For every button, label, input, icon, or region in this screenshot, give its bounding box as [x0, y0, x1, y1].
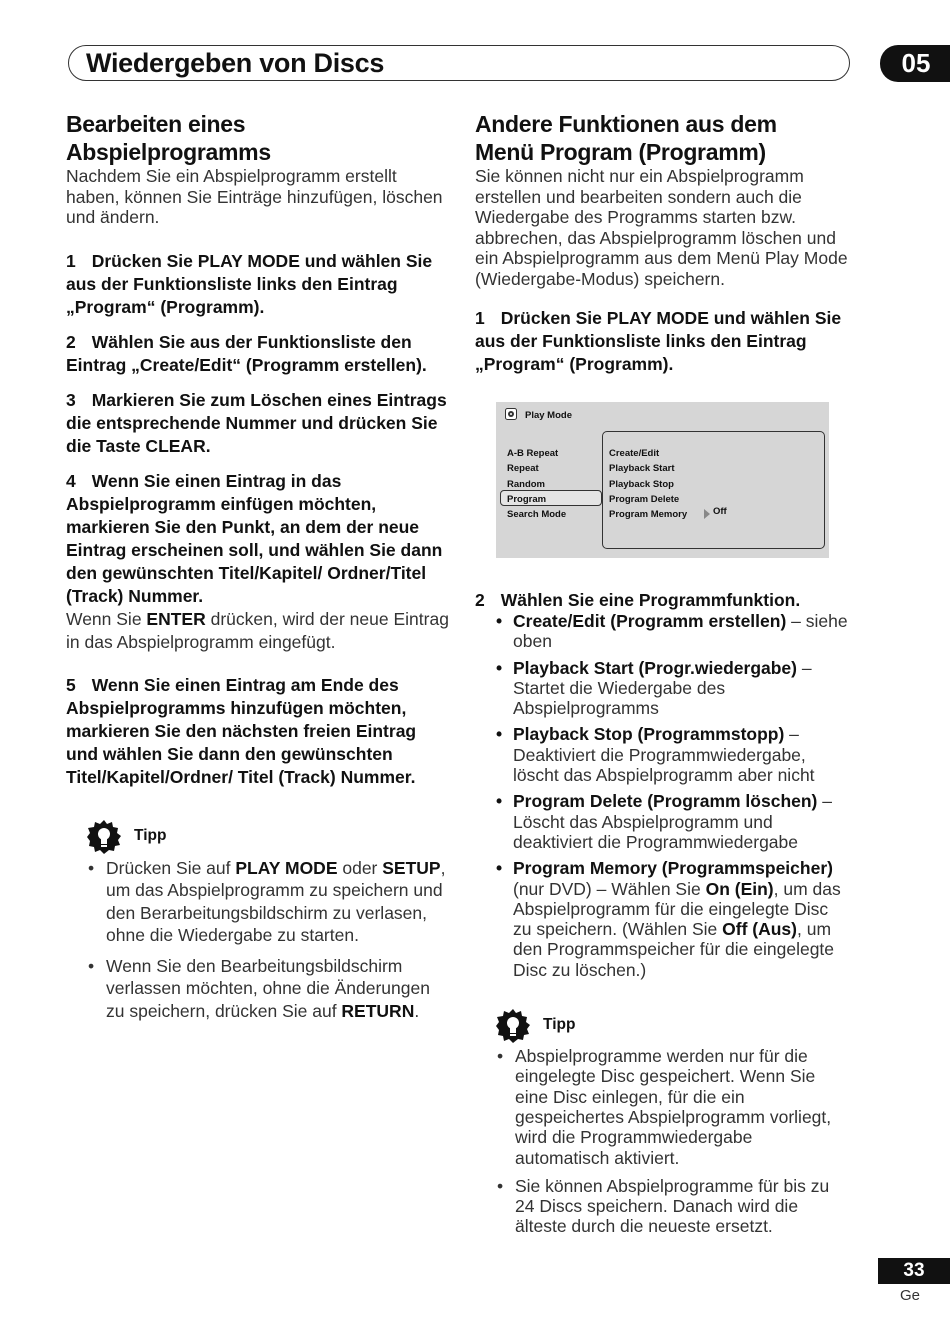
- section-heading-edit: Bearbeiten eines Abspielprogramms: [66, 111, 271, 165]
- osd-menu-item[interactable]: Search Mode: [507, 509, 567, 521]
- function-item: • Playback Stop (Programmstopp) – Deaktiviert die Programmwiedergabe, löscht das Abspielprogramm aber nicht: [495, 724, 850, 785]
- step-1: 1 Drücken Sie PLAY MODE und wählen Sie aus der Funktionsliste links den Eintrag „Program“ (Programm).: [66, 250, 433, 317]
- section-intro-other: Sie können nicht nur ein Abspielprogramm erstellen und bearbeiten sondern auch die Wiedergabe des Programms starten bzw. abbrechen, das Abspielprogramm löschen und ein Abspielprogramm aus dem Menü Play Mode (Wiedergabe-Modus) speichern.: [475, 166, 848, 289]
- tip-item: • Abspielprogramme werden nur für die eingelegte Disc gespeichert. Wenn Sie eine Disc einlegen, für die ein gespeichertes Abspielprogramm vorliegt, wird die Programmwiedergabe automatisch aktiviert.: [495, 1046, 850, 1168]
- right-step-2: 2 Wählen Sie eine Programmfunktion.: [475, 590, 801, 610]
- page-language: Ge: [899, 1287, 920, 1304]
- step-4-note: Wenn Sie ENTER drücken, wird der neue Eintrag in das Abspielprogramm eingefügt.: [66, 608, 449, 652]
- osd-memory-value[interactable]: Off: [713, 506, 727, 517]
- section-heading-other: Andere Funktionen aus dem Menü Program (Programm): [475, 111, 777, 165]
- osd-submenu-item[interactable]: Program Delete: [609, 493, 680, 505]
- osd-submenu-item[interactable]: Program Memory: [609, 509, 688, 521]
- osd-menu-item[interactable]: Repeat: [507, 463, 539, 475]
- page-title: Wiedergeben von Discs: [86, 48, 385, 78]
- lightbulb-icon: [495, 1008, 531, 1044]
- left-column: [66, 110, 451, 1030]
- play-mode-screen: [496, 402, 829, 558]
- arrow-right-icon: [704, 509, 710, 519]
- tip-box-right: [495, 1008, 850, 1046]
- osd-title: Play Mode: [525, 410, 572, 421]
- right-column: [475, 110, 850, 1245]
- function-item: • Create/Edit (Programm erstellen) – siehe oben: [495, 611, 850, 652]
- function-item: • Program Delete (Programm löschen) – Löscht das Abspielprogramm und deaktiviert die Programmwiedergabe: [495, 791, 850, 852]
- lightbulb-icon: [86, 819, 122, 855]
- step-2: 2 Wählen Sie aus der Funktionsliste den Eintrag „Create/Edit“ (Programm erstellen).: [66, 331, 427, 375]
- tip-item: • Drücken Sie auf PLAY MODE oder SETUP, um das Abspielprogramm zu speichern und den Berarbeitungsbildschirm zu verlasen, ohne die Wiedergabe zu starten.: [86, 857, 451, 947]
- osd-submenu-item[interactable]: Playback Start: [609, 463, 675, 475]
- right-step-1: 1 Drücken Sie PLAY MODE und wählen Sie aus der Funktionsliste links den Eintrag „Program“ (Programm).: [475, 308, 842, 374]
- tip-item: • Sie können Abspielprogramme für bis zu 24 Discs speichern. Danach wird die älteste durch die neueste ersetzt.: [495, 1176, 850, 1237]
- tip-list-right: [495, 1046, 850, 1237]
- osd-menu-item[interactable]: Random: [507, 478, 545, 490]
- osd-submenu: [609, 446, 687, 522]
- function-item: • Program Memory (Programmspeicher) (nur DVD) – Wählen Sie On (Ein), um das Abspielprogramm für die eingelegte Disc zu speichern. (Wählen Sie Off (Aus), um den Programmspeicher für die eingelegte Disc zu löschen.): [495, 858, 850, 980]
- osd-submenu-item[interactable]: Playback Stop: [609, 478, 674, 490]
- tip-box-left: [86, 819, 451, 1023]
- step-3: 3 Markieren Sie zum Löschen eines Eintrags die entsprechende Nummer und drücken Sie die Taste CLEAR.: [66, 389, 447, 456]
- chapter-badge: 05: [880, 45, 950, 82]
- function-list: [475, 611, 850, 980]
- tip-item: • Wenn Sie den Bearbeitungsbildschirm verlassen möchten, ohne die Änderungen zu speichern, drücken Sie auf RETURN.: [86, 955, 451, 1023]
- tip-label: Tipp: [543, 1016, 576, 1034]
- osd-menu-item-selected[interactable]: Program: [507, 493, 547, 505]
- section-intro-edit: Nachdem Sie ein Abspielprogramm erstellt haben, können Sie Einträge hinzufügen, löschen und ändern.: [66, 166, 443, 227]
- step-4: 4 Wenn Sie einen Eintrag in das Abspielprogramm einfügen möchten, markieren Sie den Punkt, an dem der neue Eintrag erscheinen soll, und wählen Sie dann den gewünschten Titel/Kapitel/ Ordner/Titel (Track) Nummer.: [66, 470, 443, 606]
- function-item: • Playback Start (Progr.wiedergabe) – Startet die Wiedergabe des Abspielprogramms: [495, 658, 850, 719]
- disc-icon: [505, 408, 517, 420]
- page-number: 33: [878, 1258, 950, 1284]
- step-5: 5 Wenn Sie einen Eintrag am Ende des Abspielprogramms hinzufügen möchten, markieren Sie den nächsten freien Eintrag und wählen Sie dann den gewünschten Titel/Kapitel/Ordner/ Titel (Track) Nummer.: [66, 674, 417, 787]
- osd-menu: [507, 446, 566, 522]
- tip-label: Tipp: [134, 826, 167, 844]
- osd-menu-item[interactable]: A-B Repeat: [507, 448, 559, 459]
- osd-submenu-item[interactable]: Create/Edit: [609, 448, 660, 459]
